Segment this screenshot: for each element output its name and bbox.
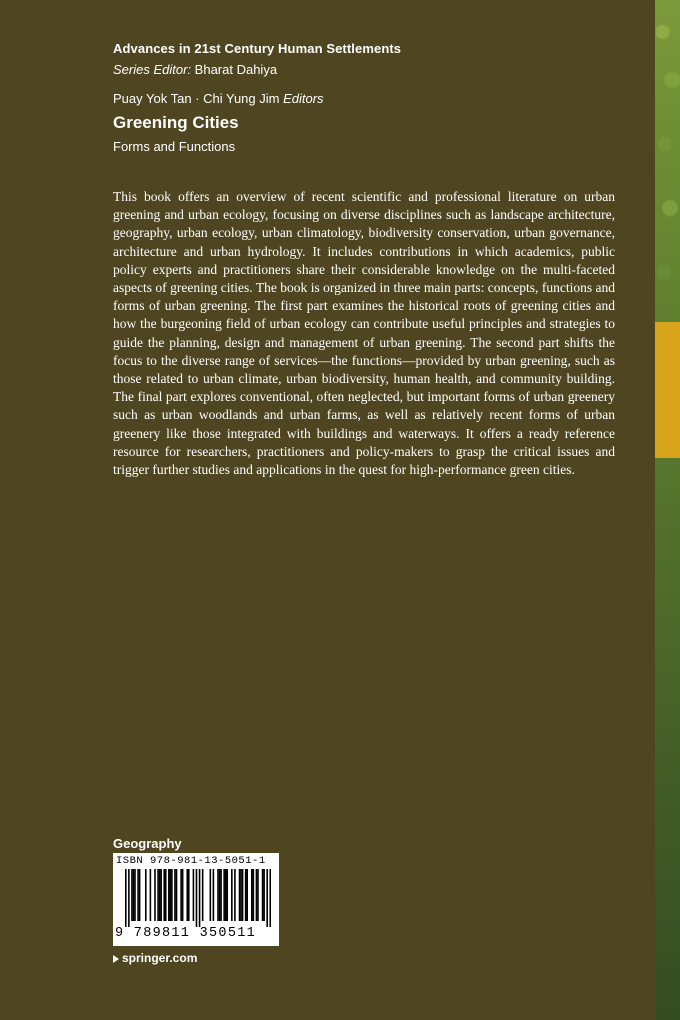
series-title: Advances in 21st Century Human Settlements (113, 41, 402, 56)
website-label: springer.com (122, 951, 198, 965)
barcode-bar (133, 869, 135, 921)
barcode-bar (257, 869, 259, 921)
book-editors (113, 91, 324, 106)
barcode-bar (246, 869, 248, 921)
barcode-bar (256, 869, 258, 921)
barcode-bar (245, 869, 247, 921)
barcode-bar (253, 869, 255, 921)
barcode-bar (180, 869, 182, 921)
barcode-bar (188, 869, 190, 921)
barcode-bar (210, 869, 212, 921)
barcode-bar (134, 869, 136, 921)
barcode-icon (125, 869, 271, 927)
barcode-bar (157, 869, 159, 921)
barcode-bar (137, 869, 139, 921)
barcode-bar (217, 869, 219, 921)
barcode-bar (226, 869, 228, 921)
series-editor-label: Series Editor: (113, 62, 192, 77)
barcode-bar (193, 869, 195, 921)
barcode-bar (174, 869, 176, 921)
barcode-bar (239, 869, 241, 921)
book-description: This book offers an overview of recent scientific and professional literature on urban greening and urban ecology, focusing on diverse disciplines such as landscape architecture, geography, urban ecology, urban climatology, biodiversity conservation, urban governance, architecture and urban hydrology. It includes contributions in which academics, public policy experts and practitioners share their considerable knowledge on the multi-faceted aspects of greening cities. The book is organized in three main parts: concepts, functions and forms of urban greening. The first part examines the historical roots of greening cities and how the burgeoning field of urban ecology can contribute useful principles and strategies to guide the planning, design and management of urban greening. The second part shifts the focus to the diverse range of services—the functions—provided by urban greening, such as those related to urban climate, urban biodiversity, human health, and community building. The final part explores conventional, often neglected, but important forms of urban greenery such as urban woodlands and urban farms, as well as relatively recent forms of urban greenery like those integrated with buildings and waterways. It offers a ready reference resource for researchers, practitioners and policy-makers to grasp the critical issues and trigger further studies and applications in the quest for high-performance green cities. (113, 189, 615, 478)
barcode-bar (160, 869, 162, 921)
barcode-bar (176, 869, 178, 921)
barcode-bar (165, 869, 167, 921)
barcode-bar (128, 869, 130, 927)
barcode-bar (131, 869, 133, 921)
barcode-bar (163, 869, 165, 921)
barcode-digits: 9 789811 350511 (115, 926, 257, 941)
arrow-right-icon (113, 955, 119, 963)
barcode-bar (168, 869, 170, 921)
book-subtitle: Forms and Functions (113, 139, 236, 154)
barcode-bar (251, 869, 253, 921)
series-editor-name: Bharat Dahiya (194, 62, 278, 77)
barcode-bar (231, 869, 233, 921)
barcode-bar (154, 869, 156, 921)
barcode-bar (266, 869, 268, 927)
side-strip-texture (655, 0, 680, 320)
barcode-bar (240, 869, 242, 921)
barcode-bar (262, 869, 264, 921)
barcode-bar (199, 869, 201, 927)
barcode-bar (219, 869, 221, 921)
barcode-bar (171, 869, 173, 921)
barcode-bar (196, 869, 198, 927)
barcode-box (113, 853, 279, 946)
editor-role: Editors (283, 91, 324, 106)
barcode-bar (170, 869, 172, 921)
isbn-label: ISBN 978-981-13-5051-1 (116, 855, 266, 867)
series-editor (113, 62, 277, 77)
editor-names: Puay Yok Tan · Chi Yung Jim (113, 91, 280, 106)
subject-category: Geography (113, 836, 182, 851)
publisher-website[interactable] (113, 951, 197, 965)
barcode-bar (225, 869, 227, 921)
barcode-bar (202, 869, 204, 921)
barcode-bar (150, 869, 152, 921)
barcode-bar (125, 869, 127, 927)
barcode-bar (242, 869, 244, 921)
barcode-bar (213, 869, 215, 921)
book-title: Greening Cities (113, 113, 239, 132)
barcode-bar (145, 869, 147, 921)
barcode-bar (263, 869, 265, 921)
barcode-bar (159, 869, 161, 921)
accent-band (655, 322, 680, 458)
barcode-bar (182, 869, 184, 921)
barcode-bar (234, 869, 236, 921)
barcode-bar (186, 869, 188, 921)
barcode-bar (223, 869, 225, 921)
barcode-bar (220, 869, 222, 921)
barcode-bar (269, 869, 271, 927)
barcode-bar (139, 869, 141, 921)
